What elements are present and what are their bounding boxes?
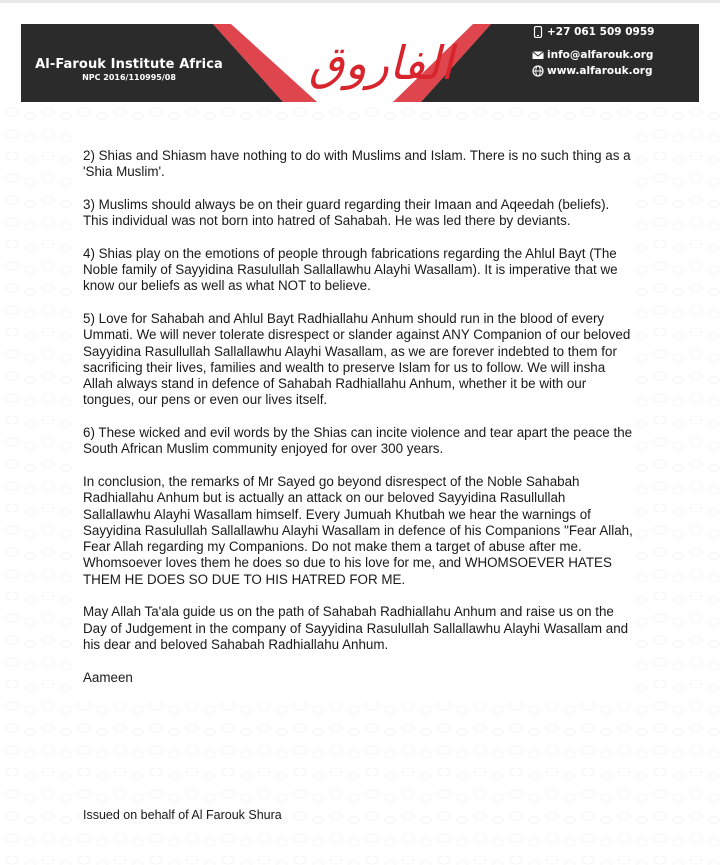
contact-email	[532, 49, 653, 61]
org-registration: NPC 2016/110995/08	[82, 73, 176, 82]
top-border	[0, 0, 720, 3]
paragraph-point-6: 6) These wicked and evil words by the Shias can incite violence and tear apart the peace the South African Muslim community enjoyed for over 300 years.	[83, 425, 633, 457]
contact-website	[532, 65, 653, 77]
org-name: Al-Farouk Institute Africa	[35, 57, 223, 72]
document-body	[83, 148, 633, 702]
contact-phone	[532, 26, 654, 38]
arabic-logo: الفاروق	[308, 36, 454, 90]
website-url: www.alfarouk.org	[547, 65, 653, 77]
paragraph-aameen: Aameen	[83, 669, 133, 685]
paragraph-point-3: 3) Muslims should always be on their guard regarding their Imaan and Aqeedah (beliefs). This individual was not born into hatred of Sahabah. He was led there by deviants.	[83, 196, 610, 229]
paragraph-conclusion: In conclusion, the remarks of Mr Sayed go beyond disrespect of the Noble Sahabah Radhiallahu Anhum but is actually an attack on our beloved Sayyidina Rasullullah Sallallawhu Alayhi Wasallam himself. Every Jumuah Khutbah we hear the warnings of Sayyidina Rasulullah Sallallawhu Alayhi Wasallam in defence of his Companions "Fear Allah, Fear Allah regarding my Companions. Do not make them a target of abuse after me. Whomsoever loves them he does so due to his love for me, and WHOMSOEVER HATES THEM HE DOES SO DUE TO HIS HATRED FOR ME.	[83, 473, 633, 587]
globe-icon	[532, 65, 544, 77]
paragraph-dua: May Allah Ta'ala guide us on the path of Sahabah Radhiallahu Anhum and raise us on the Day of Judgement in the company of Sayyidina Rasulullah Sallallawhu Alayhi Wasallam and his dear and beloved Sahabah Radhiallahu Anhum.	[83, 604, 629, 652]
paragraph-point-4: 4) Shias play on the emotions of people through fabrications regarding the Ahlul Bayt (The Noble family of Sayyidina Rasulullah Sallallawhu Alayhi Wasallam). It is imperative that we know our beliefs as well as what NOT to believe.	[83, 245, 618, 294]
letterhead-banner	[21, 24, 699, 102]
signoff-line: Issued on behalf of Al Farouk Shura	[83, 808, 282, 822]
phone-number: +27 061 509 0959	[547, 26, 655, 38]
envelope-icon	[532, 49, 544, 61]
email-address: info@alfarouk.org	[547, 49, 654, 61]
mobile-phone-icon	[532, 26, 544, 38]
paragraph-point-5: 5) Love for Sahabah and Ahlul Bayt Radhiallahu Anhum should run in the blood of every Ummati. We will never tolerate disrespect or slander against ANY Companion of our beloved Sayyidina Rasullullah Sallallawhu Alayhi Wasallam, as we are forever indebted to them for sacrificing their lives, families and wealth to preserve Islam for us to follow. We will insha Allah always stand in defence of Sahabah Radhiallahu Anhum, whether it be with our tongues, our pens or even our lives itself.	[83, 310, 631, 408]
paragraph-point-2: 2) Shias and Shiasm have nothing to do with Muslims and Islam. There is no such thing as a 'Shia Muslim'.	[83, 148, 631, 180]
